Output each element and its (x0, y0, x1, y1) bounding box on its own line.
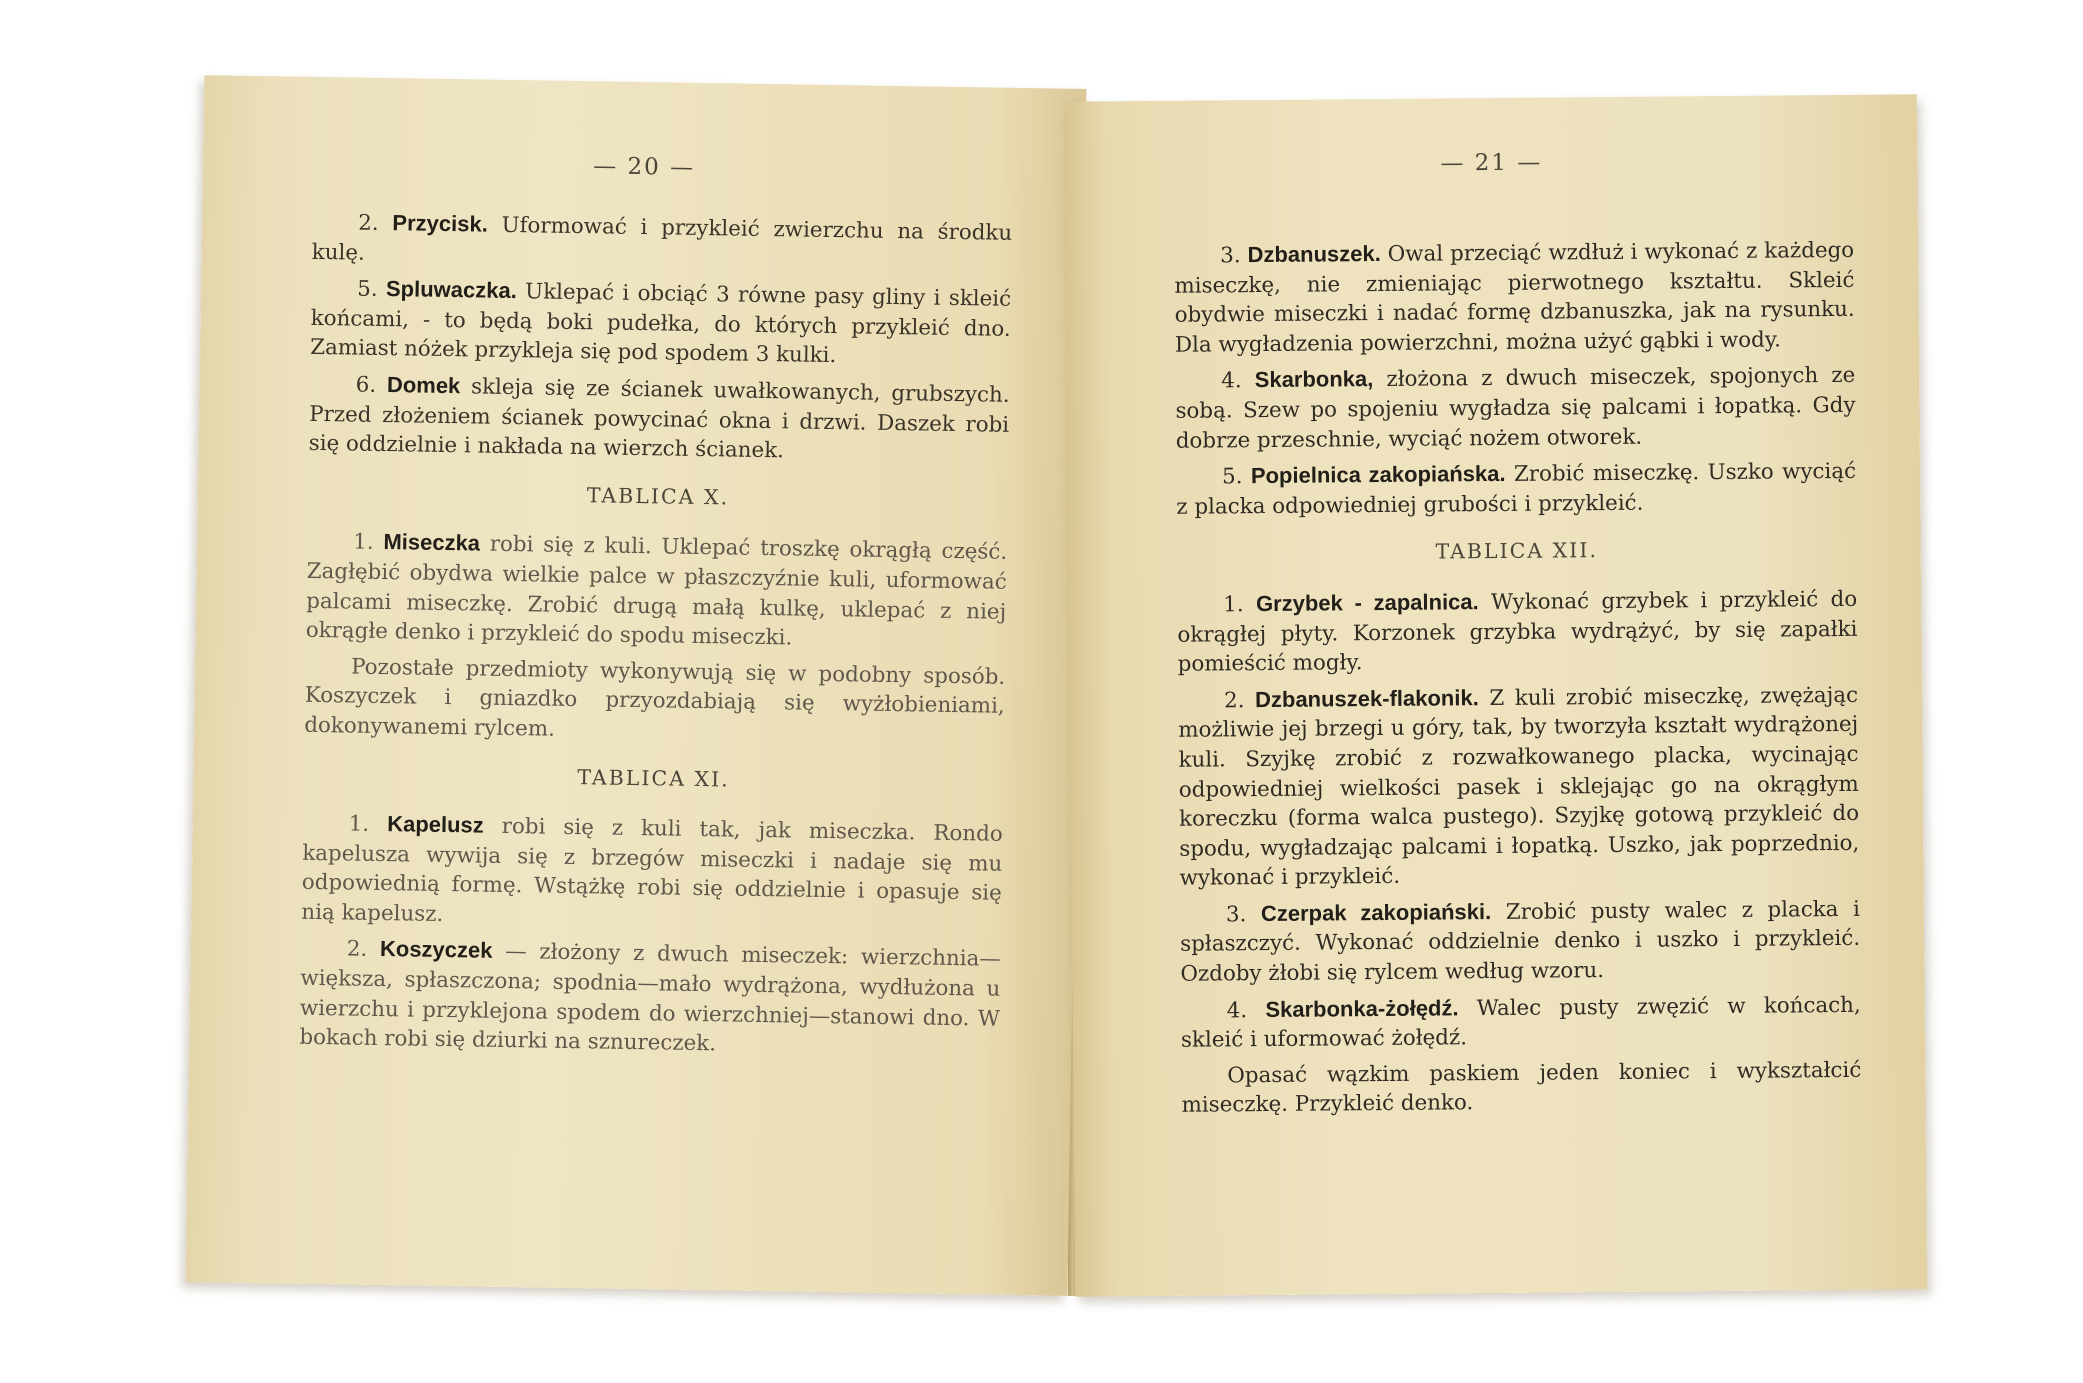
right-paragraphs (1174, 235, 1856, 522)
paragraph (1178, 680, 1860, 894)
item-heading: Czerpak zakopiański. (1260, 898, 1492, 926)
item-number: 5. (1221, 464, 1243, 490)
item-number: 6. (355, 372, 377, 398)
item-text: robi się z kuli tak, jak miseczka. Rondo kapelusza wywija się z brzegów miseczki i nadaje się mu odpowiednią formę. Wstążkę robi się oddzielnie i opasuje się nią kapelusz. (301, 814, 1003, 927)
paragraph (1176, 456, 1856, 522)
tablica-xi-paragraphs (299, 808, 1003, 1064)
tablica-xii-paragraphs (1177, 584, 1862, 1121)
paragraph (310, 273, 1011, 374)
right-page-text (1174, 235, 1862, 1127)
paragraph (1180, 894, 1861, 990)
item-number: 1. (353, 529, 374, 556)
item-number: 4. (1226, 997, 1248, 1024)
paragraph (1181, 989, 1861, 1055)
item-heading: Przycisk. (392, 210, 489, 237)
tablica-x-paragraphs (304, 526, 1007, 751)
item-number: 3. (1220, 243, 1241, 269)
left-page (186, 75, 1087, 1296)
left-paragraphs (309, 207, 1013, 470)
item-number: 2. (346, 936, 368, 963)
paragraph (312, 207, 1013, 278)
item-heading: Grzybek - zapalnica. (1255, 589, 1479, 617)
item-heading: Dzbanuszek. (1247, 240, 1381, 268)
item-number: 1. (1223, 592, 1244, 618)
item-number: 2. (358, 210, 379, 236)
item-text: złożona z dwuch miseczek, spojonych ze sobą. Szew po spojeniu wygładza się palcami i łopatką. Gdy dobrze przeschnie, wyciąć nożem otworek. (1175, 363, 1856, 454)
tablica-xi-heading: TABLICA XI. (577, 764, 730, 791)
tablica-xii-heading: TABLICA XII. (1435, 538, 1599, 564)
paragraph (301, 808, 1003, 938)
paragraph (1174, 235, 1855, 360)
item-text: Opasać wązkim paskiem jeden koniec i wykształcić miseczkę. Przykleić denko. (1181, 1057, 1862, 1119)
item-text: Pozostałe przedmioty wykonywują się w podobny sposób. Koszyczek i gniazdko przyozdabiają się wyżłobieniami, dokonywanemi rylcem. (304, 654, 1006, 742)
page-number-right: — 21 — (1440, 149, 1543, 177)
page-number-left: — 20 — (592, 153, 696, 181)
item-heading: Dzbanuszek-flakonik. (1254, 684, 1479, 712)
paragraph (1181, 1056, 1861, 1121)
item-number: 1. (348, 811, 370, 837)
item-text: Zrobić miseczkę. Uszko wyciąć z placka odpowiedniej grubości i przykleić. (1176, 459, 1857, 520)
item-text: Uklepać i obciąć 3 równe pasy gliny i skleić końcami, - to będą boki pudełka, do których przykleić dno. Zamiast nóżek przykleja się pod spodem 3 kulki. (310, 279, 1012, 369)
right-page (1065, 94, 1927, 1296)
item-heading: Domek (386, 372, 461, 399)
paragraph (1175, 360, 1856, 456)
paragraph (299, 933, 1001, 1063)
paragraph (309, 369, 1010, 470)
paragraph (304, 652, 1005, 752)
item-text: Owal przeciąć wzdłuż i wykonać z każdego miseczkę, nie zmieniając pierwotnego kształtu. Skleić obydwie miseczki i nadać formę dzbanuszka, jak na rysunku. Dla wygładzenia powierzchni, można użyć gąbki i wody. (1174, 237, 1855, 358)
item-number: 2. (1223, 687, 1245, 714)
item-heading: Skarbonka, (1254, 366, 1374, 393)
item-text: Wykonać grzybek i przykleić do okrągłej płyty. Korzonek grzybka wydrążyć, by się zapałki pomieścić mogły. (1177, 586, 1858, 677)
item-text: Walec pusty zwęzić w końcach, skleić i uformować żołędź. (1180, 992, 1861, 1054)
item-heading: Miseczka (383, 529, 481, 556)
paragraph (306, 526, 1008, 656)
left-page-text (299, 207, 1012, 1070)
item-text: robi się z kuli. Uklepać troszkę okrągłą część. Zagłębić obydwa wielkie palce w płaszczyźnie kuli, uformować palcami miseczkę. Zrobić drugą małą kulkę, uklepać z niej okrągłe denko i przykleić do spodu miseczki. (305, 532, 1008, 651)
item-text: skleja się ze ścianek uwałkowanych, grubszych. Przed złożeniem ścianek powycinać okna i drzwi. Daszek robi się oddzielnie i nakłada na wierzch ścianek. (308, 374, 1010, 464)
paragraph (1177, 584, 1858, 680)
item-text: Zrobić pusty walec z placka i spłaszczyć. Wykonać oddzielnie denko i uszko i przykleić. Ozdoby żłobi się rylcem według wzoru. (1180, 896, 1861, 987)
item-heading: Popielnica zakopiańska. (1250, 461, 1506, 489)
item-heading: Skarbonka-żołędź. (1265, 994, 1459, 1022)
item-text: Uformować i przykleić zwierzchu na środku kulę. (311, 212, 1013, 266)
item-number: 5. (356, 276, 378, 303)
tablica-x-heading: TABLICA X. (586, 482, 730, 510)
item-text: Z kuli zrobić miseczkę, zwężając możliwie jej brzegi u góry, tak, by tworzyła kształt wydrążonej kuli. Szyjkę zrobić z rozwałkowanego placka, wycinając odpowiedniej wielkości pasek i sklejając go na okrągłym koreczku (forma walca pustego). Szyjkę gotową przykleić do spodu, wygładzając palcami i łopatką. Uszko, jak poprzednio, wykonać i przykleić. (1178, 682, 1860, 892)
item-text: — złożony z dwuch miseczek: wierzchnia—większa, spłaszczona; spodnia—mało wydrążona, wydłużona u wierzchu i przyklejona spodem do wierzchniej—stanowi dno. W bokach robi się dziurki na sznureczek. (299, 939, 1001, 1057)
item-heading: Koszyczek (379, 936, 493, 964)
item-number: 3. (1225, 902, 1247, 928)
item-number: 4. (1221, 368, 1242, 394)
item-heading: Spluwaczka. (385, 276, 518, 304)
item-heading: Kapelusz (387, 811, 484, 838)
